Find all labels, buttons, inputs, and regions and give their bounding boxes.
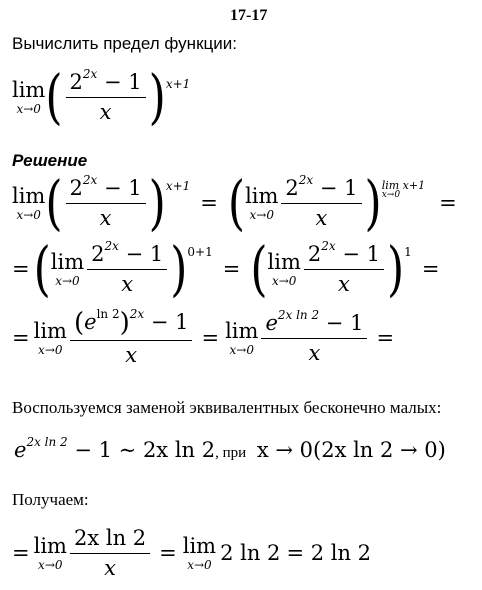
problem-expression: lim x→0 ( $\frac{2^{2x} - 1}{x}$ ) x+1 bbox=[12, 62, 191, 132]
page-title: 17-17 bbox=[230, 7, 268, 24]
left-paren: ( bbox=[45, 62, 63, 132]
limit-operator: lim x→0 bbox=[12, 78, 46, 116]
substitution-intro: Воспользуемся заменой эквивалентных бесконечно малых: bbox=[12, 398, 442, 417]
fraction: $\frac{2^{2x} - 1}{x}$ bbox=[66, 72, 146, 123]
equivalence-line: $e^{2x ln 2} - 1$ ∼ 2x ln 2, при x → 0(2x ln 2 → 0) bbox=[14, 435, 446, 462]
task-text: Вычислить предел функции: bbox=[12, 34, 237, 53]
result-intro: Получаем: bbox=[12, 490, 89, 509]
right-paren: ) bbox=[148, 62, 166, 132]
solution-line-2: = ( lim x→0 $\frac{2^{2x} - 1}{x}$ ) 0+1 = ( lim x→0 $\frac{2^{2x} - 1}{x}$ ) 1 = bbox=[12, 234, 440, 304]
solution-line-3: = lim x→0 $\frac{(e^{ln 2})^{2x} - 1}{x}$ = lim x→0 $\frac{e^{2x ln 2} - 1}{x}$ = bbox=[12, 307, 395, 367]
final-line: = lim x→0 $\frac{\text{2x ln 2}}{x}$ = lim x→0 2 ln 2 = 2 ln 2 bbox=[12, 526, 372, 580]
solution-line-1: lim x→0 ( $\frac{2^{2x} - 1}{x}$ ) x+1 = ( lim x→0 $\frac{2^{2x} - 1}{x}$ ) lim x+1 x→0 = bbox=[12, 168, 457, 238]
solution-heading: Решение bbox=[12, 151, 88, 170]
